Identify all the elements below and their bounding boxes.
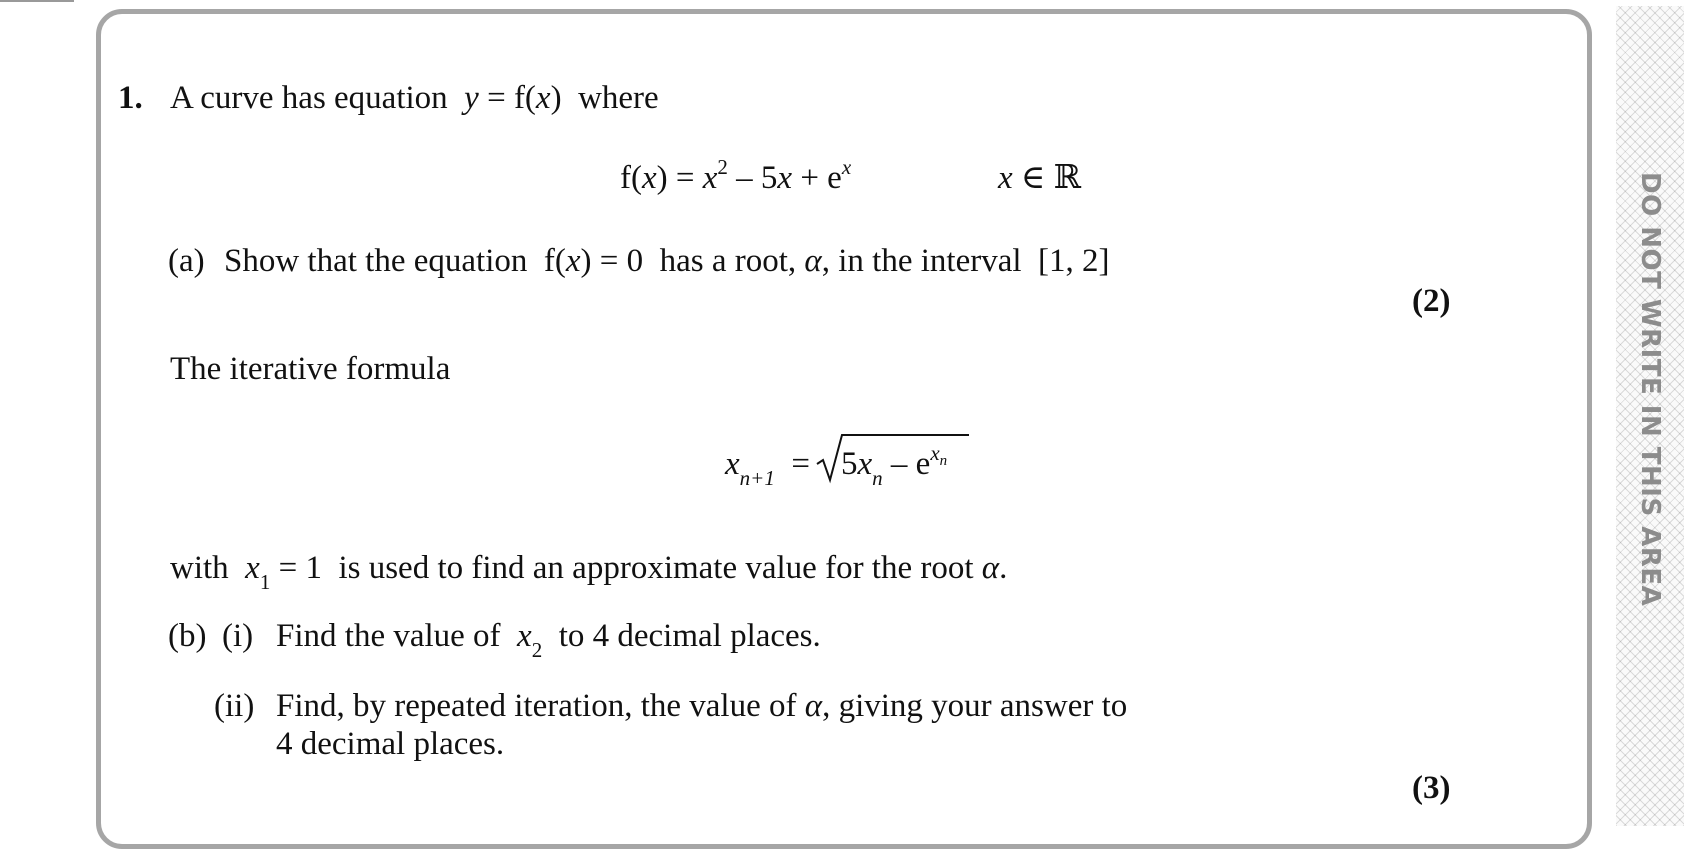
iterative-lhs: $x_{n+1}$ = (725, 446, 810, 490)
part-b-ii-text: Find, by repeated iteration, the value of α, giving your answer to (276, 688, 1128, 724)
iterative-text: The iterative formula (170, 351, 451, 387)
radicand: $5x_n - e^{x_n}$ (841, 441, 948, 490)
with-line: with $x_1 = 1$ is used to find an approximate value for the root α. (170, 550, 1008, 594)
part-a-marks: (2) (1412, 283, 1451, 319)
part-a-label: (a) (168, 243, 205, 279)
intro-line: A curve has equation y = f(x) where (170, 80, 659, 116)
part-b-marks: (3) (1412, 770, 1451, 806)
square-root-expression (815, 428, 971, 488)
function-definition: $f(x) = x^2 - 5x + e^x$ (620, 155, 852, 196)
part-a-text: Show that the equation f(x) = 0 has a root, α, in the interval [1, 2] (224, 243, 1110, 279)
function-domain: x ∈ ℝ (998, 160, 1082, 196)
part-b-label: (b) (168, 618, 207, 654)
part-b-i-label: (i) (222, 618, 254, 654)
do-not-write-label: DO NOT WRITE IN THIS AREA (1635, 172, 1665, 607)
part-b-i-text: Find the value of $x_2$ to 4 decimal places. (276, 618, 821, 662)
top-left-rule (0, 0, 74, 2)
question-number: 1. (118, 80, 143, 116)
part-b-ii-label: (ii) (214, 688, 255, 724)
part-b-ii-text-line2: 4 decimal places. (276, 726, 505, 762)
